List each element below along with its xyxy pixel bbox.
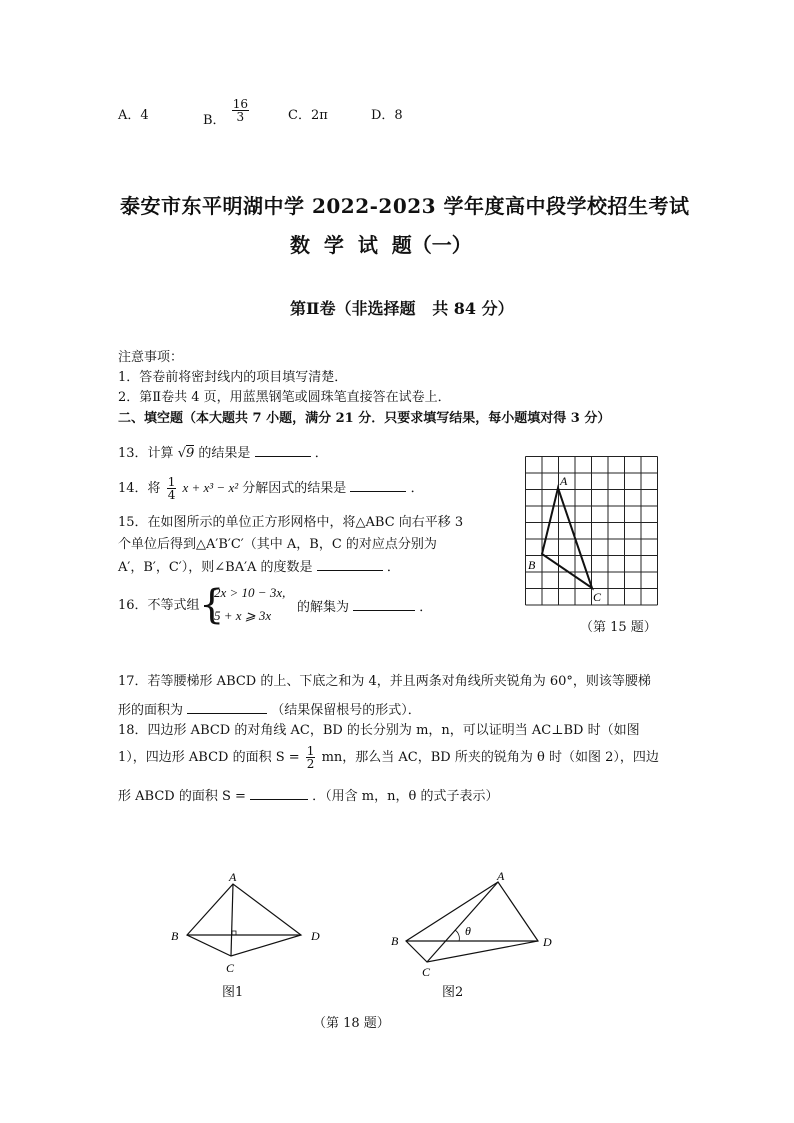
section-heading: 二、填空题（本大题共 7 小题，满分 21 分．只要求填写结果，每小题填对得 3 分） [118,411,611,426]
q16-brace: { [199,582,225,628]
q15-answer-blank[interactable] [317,558,383,571]
notes-heading: 注意事项： [118,350,184,365]
figure-18-1-caption: 图1 [222,985,244,1000]
q14-suffix: 分解因式的结果是 [242,481,347,496]
q13-radicand: 9 [185,446,195,461]
figure-18-2 [385,868,565,978]
q15-line-3-text: A′，B′，C′），则∠BA′A 的度数是 [118,560,313,575]
label-a: A [560,474,568,488]
fig1-label-c: C [226,961,235,975]
figure-18-2-caption: 图2 [442,985,464,1000]
q16-answer-blank[interactable] [353,598,415,611]
q18-line-3-suffix: ．（用含 m，n，θ 的式子表示） [312,789,499,804]
question-14 [118,476,424,501]
part-heading: 第Ⅱ卷（非选择题 共 84 分） [290,299,514,318]
fig1-label-a: A [229,870,237,884]
option-a: A．4 [118,108,149,123]
figure-15-caption: （第 15 题） [580,620,657,635]
q16-suffix-text: 的解集为 [297,600,350,615]
q14-end: ． [410,481,424,496]
label-c: C [593,590,602,604]
quad-abcd-2 [406,882,538,962]
q13-answer-blank[interactable] [255,444,311,457]
diagonal-ac-1 [231,884,233,956]
option-d: D．8 [371,108,403,123]
q15-line-3 [118,558,400,576]
q16-suffix [297,598,432,616]
q16-inequality-1: 2x > 10 − 3x, [214,585,286,600]
figure-18-caption: （第 18 题） [313,1016,390,1031]
fig2-label-c: C [422,965,431,978]
q13-prefix: 13．计算 [118,446,174,461]
notes-item-1: 1．答卷前将密封线内的项目填写清楚． [118,370,348,385]
q13-end: ． [314,446,328,461]
exam-subtitle: 数 学 试 题（一） [290,233,472,257]
q16-prefix: 16．不等式组 [118,598,200,613]
q15-line-1: 15．在如图所示的单位正方形网格中，将△ABC 向右平移 3 [118,515,464,530]
q18-numerator: 1 [306,744,315,758]
fig2-label-d: D [543,935,552,949]
fig2-label-a: A [497,869,505,883]
fig1-label-b: B [171,929,179,943]
theta-label: θ [465,924,471,938]
q14-expression: x + x³ − x² [182,480,239,495]
q14-prefix: 14．将 [118,481,161,496]
q18-line-2 [118,745,659,770]
option-b [203,97,251,128]
q18-line-3-prefix: 形 ABCD 的面积 S = [118,789,246,804]
q16-end: ． [419,600,433,615]
option-c: C．2π [288,108,328,123]
q18-line-1: 18．四边形 ABCD 的对角线 AC，BD 的长分别为 m，n，可以证明当 AC⊥BD 时（如图 [118,723,640,738]
quad-abcd-1 [187,884,301,956]
q16-inequality-2: 5 + x ⩾ 3x [214,608,272,623]
sqrt-symbol: √9 [177,446,195,461]
q18-line-2-prefix: 1），四边形 ABCD 的面积 S = [118,750,300,765]
q18-answer-blank[interactable] [250,787,308,800]
q17-line-2-suffix: （结果保留根号的形式）． [271,703,421,718]
q18-fraction [306,745,316,770]
fig2-label-b: B [391,934,399,948]
angle-arc [455,930,459,941]
q17-answer-blank[interactable] [187,701,267,714]
q17-line-2-prefix: 形的面积为 [118,703,184,718]
q14-denominator: 4 [167,488,176,502]
q17-line-1: 17．若等腰梯形 ABCD 的上、下底之和为 4，并且两条对角线所夹锐角为 60°，则该等腰梯 [118,674,651,689]
q15-line-2: 个单位后得到△A′B′C′（其中 A，B，C 的对应点分别为 [118,537,437,552]
option-b-prefix: B． [203,113,226,128]
label-b: B [528,558,536,572]
figure-15-grid [520,455,660,610]
exam-title: 泰安市东平明湖中学 2022-2023 学年度高中段学校招生考试 [120,194,690,218]
option-b-numerator: 16 [232,97,248,111]
q17-line-2 [118,701,421,719]
q18-line-3 [118,787,498,805]
q18-line-2-suffix: mn，那么当 AC，BD 所夹的锐角为 θ 时（如图 2），四边 [321,750,659,765]
q14-numerator: 1 [167,475,176,489]
fig1-label-d: D [311,929,320,943]
option-b-fraction [232,98,249,123]
triangle-abc [542,488,592,588]
q14-fraction [167,476,177,501]
q18-denominator: 2 [306,757,315,771]
q13-suffix: 的结果是 [198,446,251,461]
q15-end: ． [386,560,400,575]
question-13 [118,444,328,462]
notes-item-2: 2．第Ⅱ卷共 4 页，用蓝黑钢笔或圆珠笔直接答在试卷上． [118,390,451,405]
option-b-denominator: 3 [236,110,245,124]
q14-answer-blank[interactable] [350,479,406,492]
figure-18-1 [165,868,335,978]
